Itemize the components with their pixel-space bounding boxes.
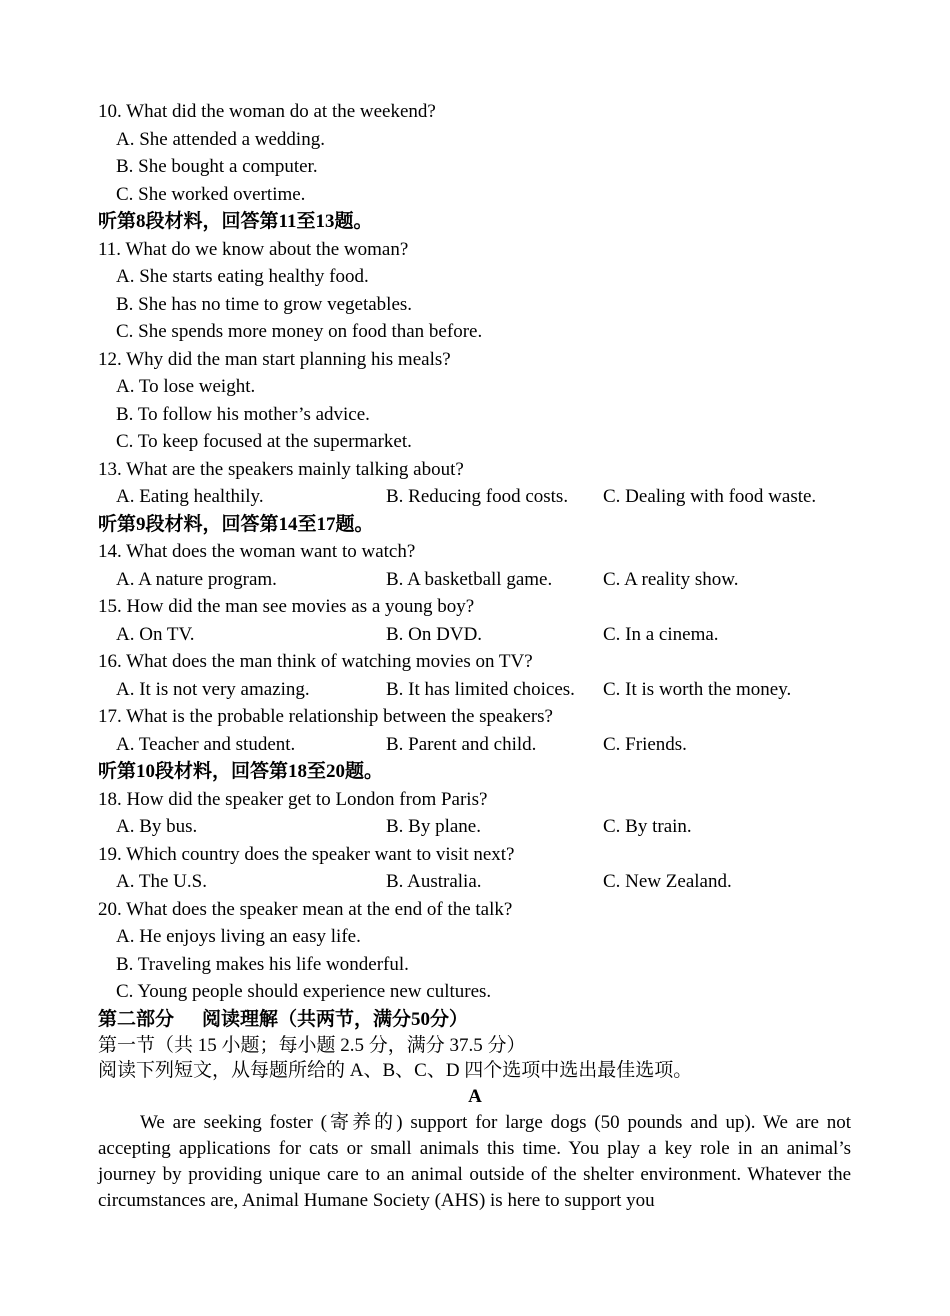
options-row <box>116 568 876 592</box>
option: B. Parent and child. <box>386 734 537 755</box>
option: A. To lose weight. <box>116 376 256 397</box>
option: C. By train. <box>603 816 692 837</box>
option: B. It has limited choices. <box>386 679 575 700</box>
option: C. Young people should experience new cultures. <box>116 981 492 1002</box>
options-row <box>116 870 876 894</box>
question-17: 17. What is the probable relationship between the speakers? <box>98 706 553 727</box>
question-14: 14. What does the woman want to watch? <box>98 541 416 562</box>
option: C. A reality show. <box>603 569 739 590</box>
question-20: 20. What does the speaker mean at the end of the talk? <box>98 899 513 920</box>
options-row <box>116 485 876 509</box>
option: C. Dealing with food waste. <box>603 486 817 507</box>
options-row <box>116 678 876 702</box>
part-title: 阅读理解（共两节，满分50分） <box>202 1009 469 1030</box>
question-19: 19. Which country does the speaker want to visit next? <box>98 844 515 865</box>
option: A. It is not very amazing. <box>116 679 310 700</box>
option: A. Eating healthily. <box>116 486 264 507</box>
option: A. By bus. <box>116 816 198 837</box>
option: A. She starts eating healthy food. <box>116 266 369 287</box>
option: C. New Zealand. <box>603 871 732 892</box>
part-label: 第二部分 <box>98 1009 175 1030</box>
section-info: 第一节（共 15 小题；每小题 2.5 分，满分 37.5 分） <box>98 1035 526 1056</box>
question-18: 18. How did the speaker get to London from Paris? <box>98 789 488 810</box>
option: B. Reducing food costs. <box>386 486 569 507</box>
option: A. On TV. <box>116 624 195 645</box>
passage-letter: A <box>468 1086 482 1107</box>
option: B. By plane. <box>386 816 481 837</box>
option: C. To keep focused at the supermarket. <box>116 431 412 452</box>
option: B. She bought a computer. <box>116 156 318 177</box>
question-15: 15. How did the man see movies as a young boy? <box>98 596 475 617</box>
option: B. A basketball game. <box>386 569 553 590</box>
option: B. On DVD. <box>386 624 483 645</box>
option: A. She attended a wedding. <box>116 129 325 150</box>
option: C. Friends. <box>603 734 687 755</box>
options-row <box>116 623 876 647</box>
options-row <box>116 815 876 839</box>
section-heading-10: 听第10段材料，回答第18至20题。 <box>98 761 384 782</box>
option: C. She spends more money on food than before. <box>116 321 483 342</box>
option: C. In a cinema. <box>603 624 719 645</box>
passage-paragraph: We are seeking foster (寄养的) support for large dogs (50 pounds and up). We are not accepting applications for cats or small animals this time. You play a key role in an animal’s journey by providing unique care to an animal outside of the shelter environment. Whatever the circumstances are, Animal Humane Society (AHS) is here to support you <box>98 1112 851 1211</box>
options-row <box>116 733 876 757</box>
option: C. It is worth the money. <box>603 679 792 700</box>
question-13: 13. What are the speakers mainly talking about? <box>98 459 464 480</box>
section-heading-9: 听第9段材料，回答第14至17题。 <box>98 514 374 535</box>
option: A. A nature program. <box>116 569 277 590</box>
option: B. Traveling makes his life wonderful. <box>116 954 409 975</box>
question-10: 10. What did the woman do at the weekend? <box>98 101 436 122</box>
question-16: 16. What does the man think of watching movies on TV? <box>98 651 533 672</box>
option: A. The U.S. <box>116 871 207 892</box>
instructions: 阅读下列短文，从每题所给的 A、B、C、D 四个选项中选出最佳选项。 <box>98 1060 693 1081</box>
option: A. Teacher and student. <box>116 734 296 755</box>
option: A. He enjoys living an easy life. <box>116 926 361 947</box>
question-12: 12. Why did the man start planning his meals? <box>98 349 451 370</box>
question-11: 11. What do we know about the woman? <box>98 239 409 260</box>
option: B. She has no time to grow vegetables. <box>116 294 413 315</box>
part-heading <box>98 1008 468 1032</box>
section-heading-8: 听第8段材料，回答第11至13题。 <box>98 211 373 232</box>
option: B. To follow his mother’s advice. <box>116 404 370 425</box>
option: B. Australia. <box>386 871 482 892</box>
option: C. She worked overtime. <box>116 184 306 205</box>
